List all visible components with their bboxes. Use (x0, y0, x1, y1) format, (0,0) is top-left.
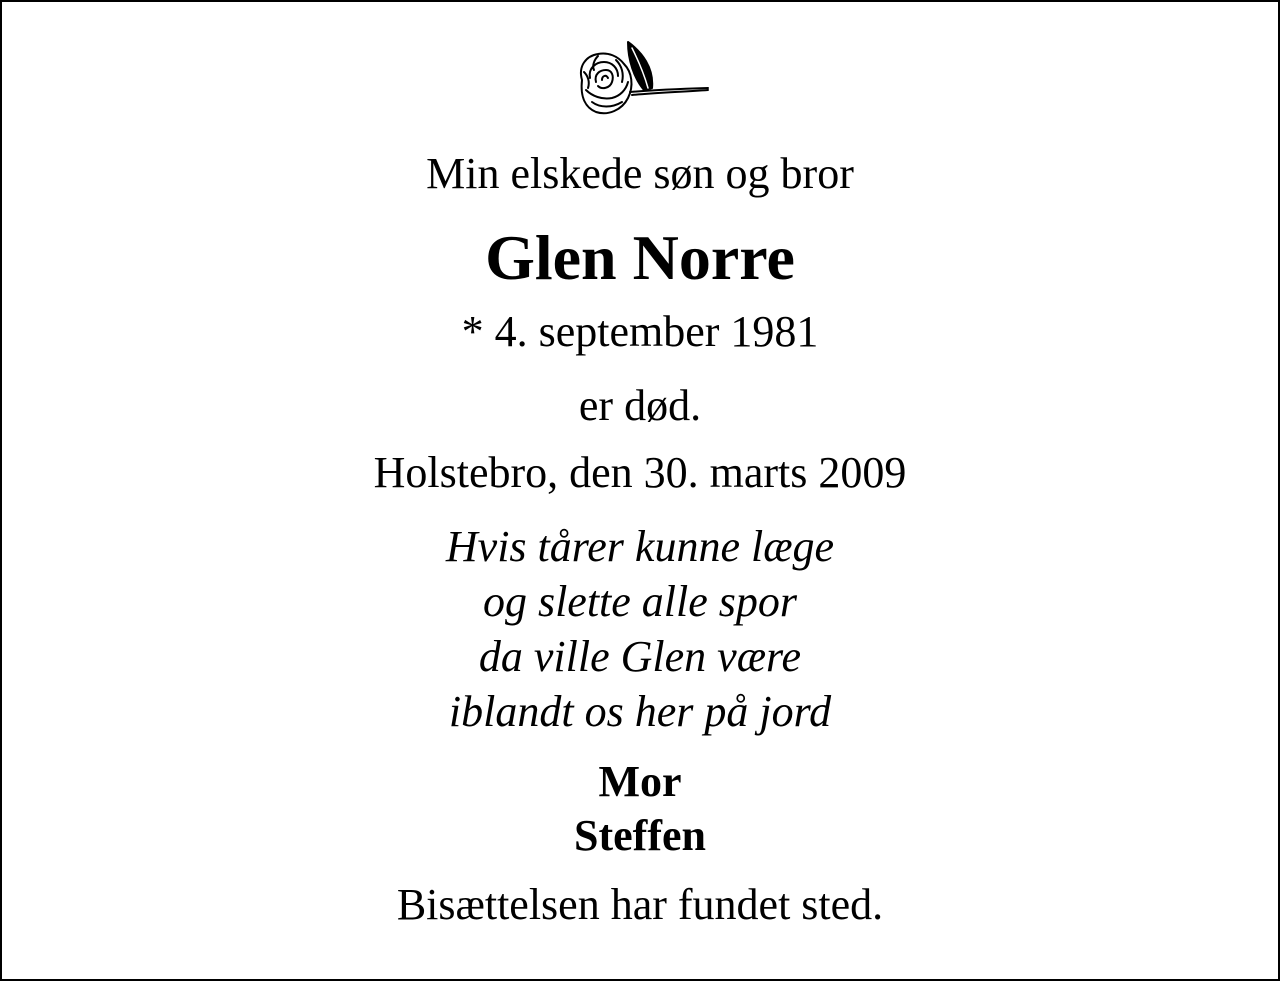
intro-line: Min elskede søn og bror (426, 149, 854, 198)
funeral-note: Bisættelsen har fundet sted. (396, 880, 884, 929)
poem-line: og slette alle spor (482, 577, 798, 626)
signer-name: Mor (598, 757, 682, 806)
death-statement: er død. (578, 381, 702, 430)
birth-date: * 4. september 1981 (461, 307, 819, 356)
poem-line: da ville Glen være (478, 632, 802, 681)
rose-icon (572, 38, 712, 120)
signers (2, 755, 1278, 863)
signer-name: Steffen (574, 811, 706, 860)
poem-line: iblandt os her på jord (448, 687, 832, 736)
deceased-name: Glen Norre (485, 222, 795, 293)
place-and-date: Holstebro, den 30. marts 2009 (373, 448, 907, 497)
memorial-poem (2, 519, 1278, 739)
poem-line: Hvis tårer kunne læge (445, 522, 835, 571)
